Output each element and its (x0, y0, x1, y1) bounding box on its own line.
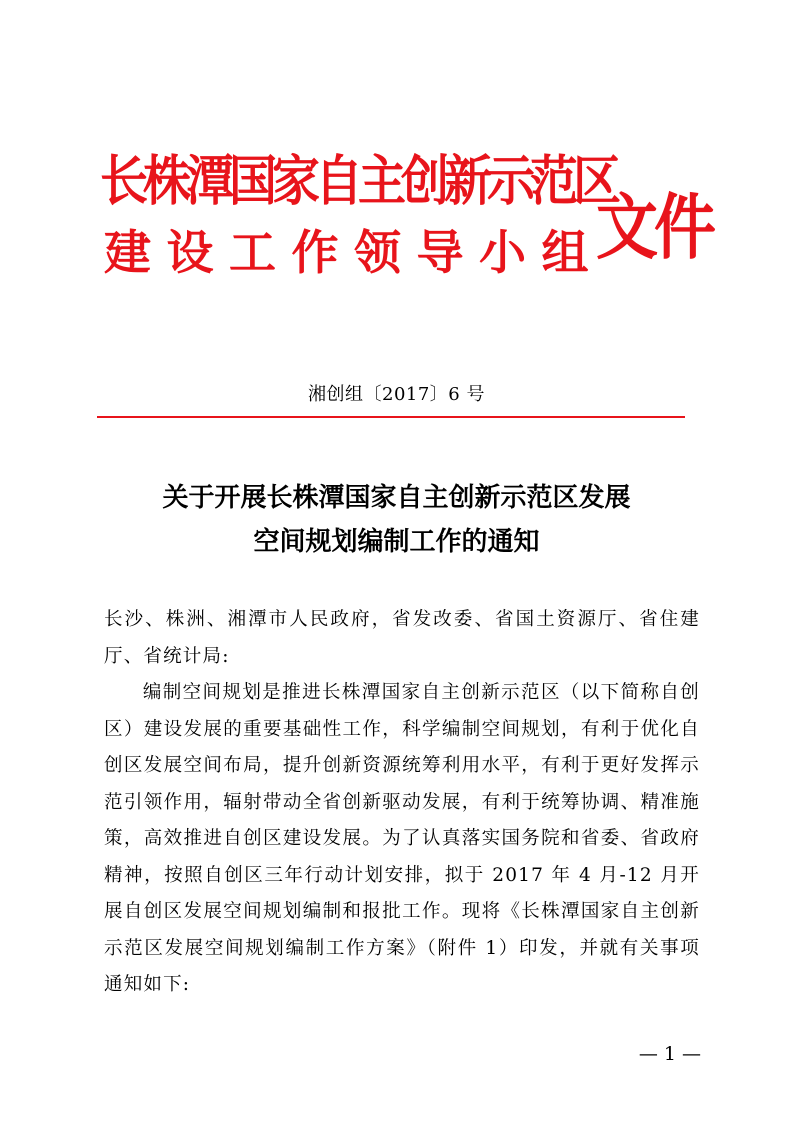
document-number: 湘创组〔2017〕6 号 (308, 384, 485, 405)
addressee: 长沙、株洲、湘潭市人民政府，省发改委、省国土资源厅、省住建厅、省统计局: (104, 609, 700, 667)
body-paragraph: 编制空间规划是推进长株潭国家自主创新示范区（以下简称自创区）建设发展的重要基础性工作，科学编制空间规划，有利于优化自创区发展空间布局，提升创新资源统筹利用水平，有利于更好发挥示范引领作用，辐射带动全省创新驱动发展，有利于统筹协调、精准施策，高效推进自创区建设发展。为了认真落实国务院和省委、省政府精神，按照自创区三年行动计划安排，拟于 2017 年 4 月-12 月开展自创区发展空间规划编制和报批工作。现将《长株潭国家自主创新示范区发展空间规划编制工作方案》（附件 1）印发，并就有关事项通知如下: (104, 682, 700, 995)
document-body (104, 602, 700, 1004)
document-title (0, 476, 793, 564)
issuing-authority-line2: 建设工作领导小组 (104, 226, 604, 281)
title-line1: 关于开展长株潭国家自主创新示范区发展 (162, 483, 631, 513)
red-divider-line (97, 416, 685, 418)
page-number: — 1 — (638, 1043, 701, 1065)
issuing-authority-line1: 长株潭国家自主创新示范区 (100, 150, 617, 213)
document-type-label: 文件 (596, 185, 713, 270)
title-line2: 空间规划编制工作的通知 (253, 527, 540, 557)
